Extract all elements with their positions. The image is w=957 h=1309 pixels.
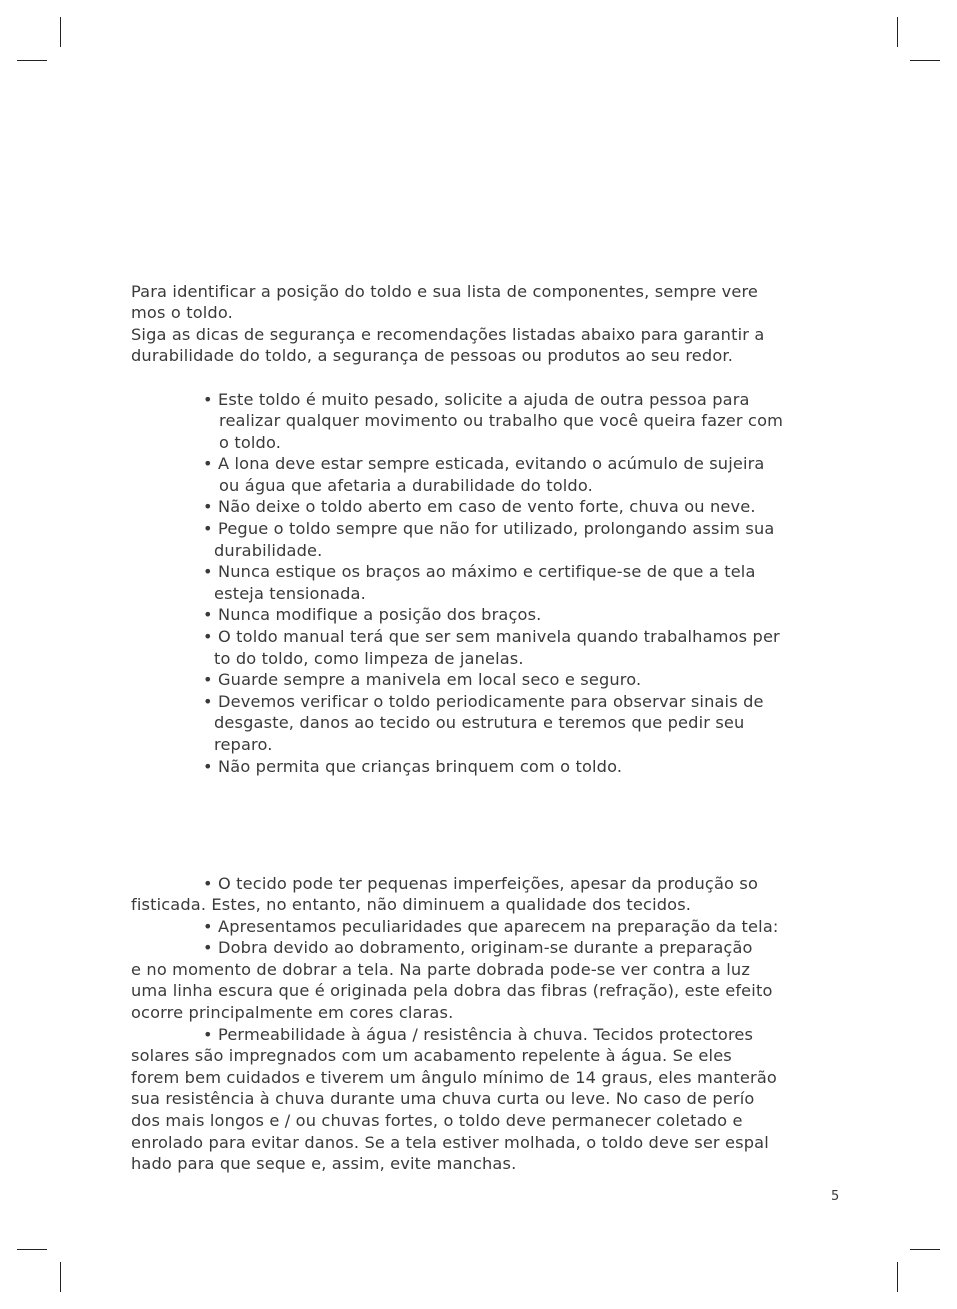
safety-list-line: realizar qualquer movimento ou trabalho que você queira fazer com [219,411,784,430]
safety-list-line: • Não deixe o toldo aberto em caso de vento forte, chuva ou neve. [203,497,756,516]
intro-line: mos o toldo. [131,303,233,322]
fabric-notes-line: solares são impregnados com um acabamento repelente à água. Se eles [131,1046,732,1065]
fabric-notes-line: ocorre principalmente em cores claras. [131,1003,454,1022]
fabric-notes-line: e no momento de dobrar a tela. Na parte dobrada pode-se ver contra a luz [131,960,750,979]
safety-list-line: reparo. [214,735,273,754]
fabric-notes-line: • O tecido pode ter pequenas imperfeições, apesar da produção so [203,874,759,893]
fabric-notes-line: dos mais longos e / ou chuvas fortes, o toldo deve permanecer coletado e [131,1111,743,1130]
fabric-notes-line: sua resistência à chuva durante uma chuva curta ou leve. No caso de perío [131,1089,755,1108]
safety-list-line: o toldo. [219,433,282,452]
safety-list-line: durabilidade. [214,541,323,560]
safety-list-line: • O toldo manual terá que ser sem manivela quando trabalhamos per [203,627,780,646]
fabric-notes-line: • Apresentamos peculiaridades que aparecem na preparação da tela: [203,917,779,936]
safety-list-line: • Nunca modifique a posição dos braços. [203,605,542,624]
safety-list-line: • Não permita que crianças brinquem com o toldo. [203,757,623,776]
crop-mark-bottom-left-horizontal [17,1249,47,1250]
crop-mark-bottom-left-vertical [60,1262,61,1292]
intro-line: Siga as dicas de segurança e recomendações listadas abaixo para garantir a [131,325,765,344]
safety-list-line: • Este toldo é muito pesado, solicite a ajuda de outra pessoa para [203,390,750,409]
safety-list-line: ou água que afetaria a durabilidade do toldo. [219,476,593,495]
crop-mark-top-left-vertical [60,17,61,47]
safety-list-line: to do toldo, como limpeza de janelas. [214,649,524,668]
fabric-notes-line: • Permeabilidade à água / resistência à chuva. Tecidos protectores [203,1025,754,1044]
crop-mark-bottom-right-horizontal [910,1249,940,1250]
fabric-notes-line: hado para que seque e, assim, evite manchas. [131,1154,517,1173]
crop-mark-top-right-horizontal [910,60,940,61]
intro-line: durabilidade do toldo, a segurança de pessoas ou produtos ao seu redor. [131,346,733,365]
crop-mark-bottom-right-vertical [897,1262,898,1292]
fabric-notes-line: fisticada. Estes, no entanto, não diminuem a qualidade dos tecidos. [131,895,692,914]
fabric-notes-line: forem bem cuidados e tiverem um ângulo mínimo de 14 graus, eles manterão [131,1068,777,1087]
fabric-notes-line: • Dobra devido ao dobramento, originam-se durante a preparação [203,938,753,957]
safety-list-line: desgaste, danos ao tecido ou estrutura e teremos que pedir seu [214,713,745,732]
safety-list-line: • Pegue o toldo sempre que não for utilizado, prolongando assim sua [203,519,775,538]
intro-line: Para identificar a posição do toldo e sua lista de componentes, sempre vere [131,282,758,301]
safety-list-line: esteja tensionada. [214,584,366,603]
safety-list-line: • Devemos verificar o toldo periodicamente para observar sinais de [203,692,764,711]
crop-mark-top-right-vertical [897,17,898,47]
page-number: 5 [831,1189,840,1204]
fabric-notes-line: enrolado para evitar danos. Se a tela estiver molhada, o toldo deve ser espal [131,1133,769,1152]
safety-list-line: • Nunca estique os braços ao máximo e certifique-se de que a tela [203,562,756,581]
fabric-notes-line: uma linha escura que é originada pela dobra das fibras (refração), este efeito [131,981,773,1000]
crop-mark-top-left-horizontal [17,60,47,61]
safety-list-line: • A lona deve estar sempre esticada, evitando o acúmulo de sujeira [203,454,765,473]
safety-list-line: • Guarde sempre a manivela em local seco e seguro. [203,670,642,689]
